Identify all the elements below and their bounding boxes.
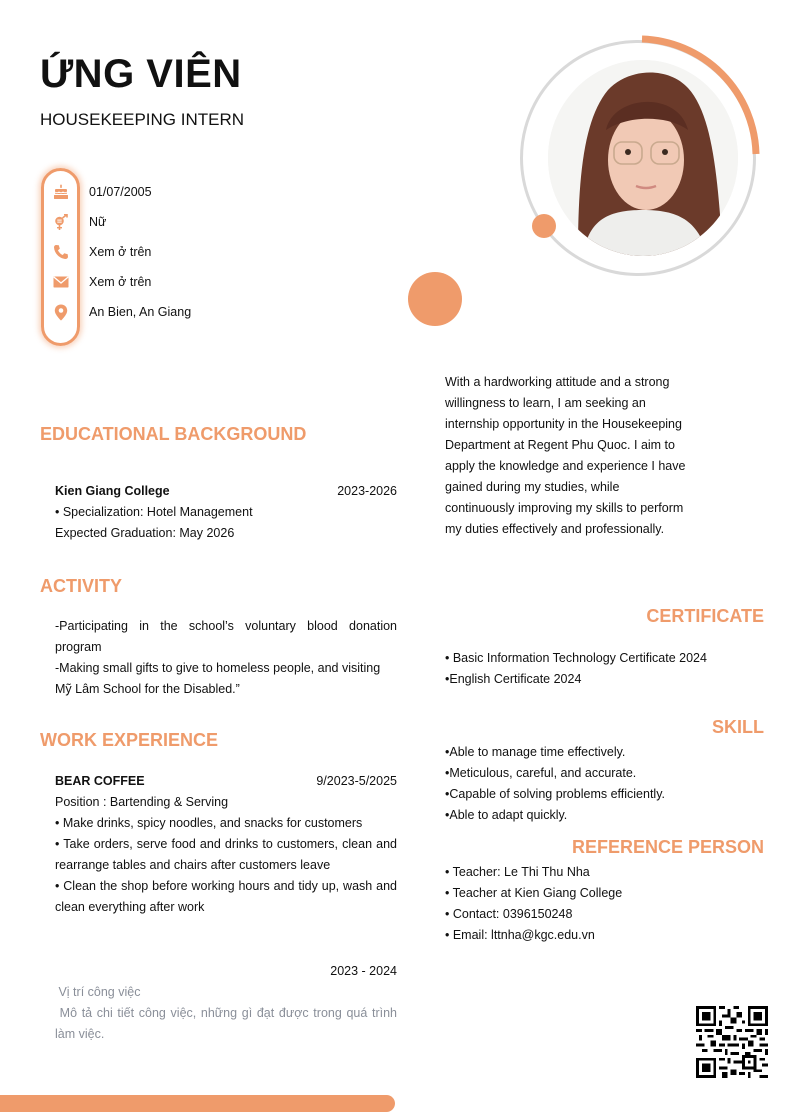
career-objective: With a hardworking attitude and a strong willingness to learn, I am seeking an internship opportunity in the Housekeeping Department at Regent Phu Quoc. I aim to apply the knowledge and experience I have gained during my studies, while continuously improving my skills to perform my duties effectively and professionally. <box>445 375 686 536</box>
info-email <box>50 272 151 292</box>
skill-item: •Capable of solving problems efficiently. <box>445 787 666 801</box>
certificate-list <box>445 648 765 690</box>
info-birthdate <box>50 182 152 202</box>
school-name: Kien Giang College <box>55 484 170 498</box>
company-name: BEAR COFFEE <box>55 774 145 788</box>
education-line: • Specialization: Hotel Management <box>55 505 253 519</box>
info-gender <box>50 212 106 232</box>
job-position-placeholder: Vị trí công việc <box>55 985 141 999</box>
candidate-name: ỨNG VIÊN <box>40 52 242 96</box>
education-period: 2023-2026 <box>337 484 397 498</box>
activity-title: ACTIVITY <box>40 576 123 596</box>
gender-icon <box>50 212 72 232</box>
certificate-title: CERTIFICATE <box>646 606 764 626</box>
email-value: Xem ở trên <box>89 275 152 289</box>
accent-arc <box>500 28 770 168</box>
education-line: Expected Graduation: May 2026 <box>55 526 235 540</box>
job-period: 9/2023-5/2025 <box>316 774 397 788</box>
location-value: An Bien, An Giang <box>89 305 192 319</box>
email-icon <box>50 272 72 292</box>
birthdate-value: 01/07/2005 <box>89 185 152 199</box>
certificate-item: •English Certificate 2024 <box>445 672 582 686</box>
job-title: HOUSEKEEPING INTERN <box>40 110 245 129</box>
reference-title: REFERENCE PERSON <box>571 837 764 857</box>
job-duty: • Clean the shop before working hours and tidy up, wash and clean everything after work <box>55 879 397 914</box>
skill-item: •Meticulous, careful, and accurate. <box>445 766 637 780</box>
info-phone <box>50 242 151 262</box>
job-position: Position : Bartending & Serving <box>55 795 229 809</box>
qr-code <box>696 1006 768 1078</box>
skill-list <box>445 742 765 826</box>
reference-item: • Teacher: Le Thi Thu Nha <box>445 865 590 879</box>
education-title: EDUCATIONAL BACKGROUND <box>40 424 307 444</box>
activity-item: -Making small gifts to give to homeless people, and visiting Mỹ Lâm School for the Disabled.” <box>55 661 381 696</box>
job-entry <box>55 771 397 918</box>
activity-item: -Participating in the school’s voluntary blood donation program <box>55 619 397 654</box>
reference-list <box>445 862 765 946</box>
skill-item: •Able to manage time effectively. <box>445 745 626 759</box>
skill-item: •Able to adapt quickly. <box>445 808 568 822</box>
job-period: 2023 - 2024 <box>330 964 397 978</box>
work-experience-title: WORK EXPERIENCE <box>40 730 219 750</box>
accent-dot-large <box>408 272 462 326</box>
phone-value: Xem ở trên <box>89 245 152 259</box>
education-entry <box>55 481 397 544</box>
location-pin-icon <box>50 302 72 322</box>
skill-title: SKILL <box>712 717 764 737</box>
accent-dot-small <box>532 214 556 238</box>
phone-icon <box>50 242 72 262</box>
bottom-accent-bar <box>0 1095 395 1112</box>
reference-item: • Contact: 0396150248 <box>445 907 573 921</box>
job-duty: • Make drinks, spicy noodles, and snacks for customers <box>55 816 363 830</box>
job-duty: • Take orders, serve food and drinks to customers, clean and rearrange tables and chairs after customers leave <box>55 837 397 872</box>
info-location <box>50 302 191 322</box>
reference-item: • Email: lttnha@kgc.edu.vn <box>445 928 595 942</box>
job-entry-placeholder <box>55 961 401 1045</box>
job-description-placeholder: Mô tả chi tiết công việc, những gì đạt được trong quá trình làm việc. <box>55 1006 401 1041</box>
certificate-item: • Basic Information Technology Certificate 2024 <box>445 651 707 665</box>
reference-item: • Teacher at Kien Giang College <box>445 886 623 900</box>
activity-list <box>55 616 397 700</box>
gender-value: Nữ <box>89 215 107 229</box>
birthday-cake-icon <box>50 182 72 202</box>
